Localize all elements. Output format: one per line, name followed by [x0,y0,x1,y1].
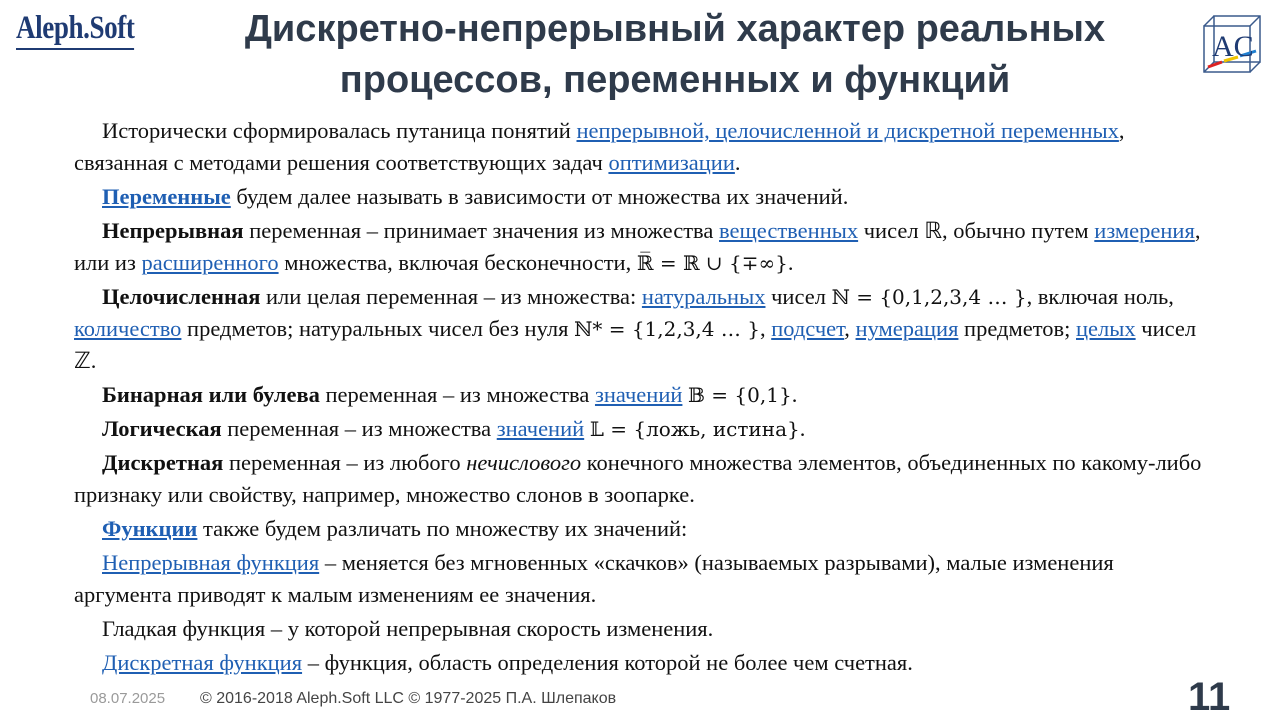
math-naturals-nonzero: ℕ* = {1,2,3,4 … } [574,317,760,341]
paragraph-discrete-function [74,647,1204,679]
link-values-logical[interactable]: значений [496,416,585,441]
link-optimization[interactable]: оптимизации [608,150,735,175]
paragraph-continuous [74,215,1204,279]
math-extended-reals: ℝ̅ = ℝ ∪ {∓∞} [636,251,788,275]
text: чисел ℤ. [74,316,1197,373]
term-discrete: Дискретная [102,450,224,475]
title-line-1: Дискретно-непрерывный характер реальных [244,8,1106,50]
link-values-binary[interactable]: значений [594,382,683,407]
link-variable-types[interactable]: непрерывной, целочисленной и дискретной переменных [576,118,1119,143]
link-extended[interactable]: расширенного [141,250,279,275]
ac-cube-logo [1200,12,1264,76]
paragraph-integer [74,281,1204,377]
text: – функция, область определения которой не более чем счетная. [302,650,913,675]
math-logical-set: 𝕃 = {ложь, истина} [589,417,800,441]
text: , или из [74,218,1201,275]
paragraph-discrete [74,447,1204,511]
link-variables[interactable]: Переменные [102,184,231,209]
link-real[interactable]: вещественных [719,218,859,243]
footer-date: 08.07.2025 [90,690,166,707]
text: . [734,150,741,175]
text: чисел ℝ, обычно путем [858,218,1095,243]
paragraph-functions [74,513,1204,545]
text: . [787,250,794,275]
slide-body [74,115,1204,679]
text: Исторически сформировалась путаница понятий [102,118,577,143]
text: предметов; [958,316,1076,341]
math-naturals: ℕ = {0,1,2,3,4 … } [831,285,1027,309]
text: переменная – из любого [223,450,467,475]
paragraph-smooth-function [74,613,1204,645]
term-nonnumeric: нечислового [466,450,582,475]
text: переменная – принимает значения из множества [243,218,719,243]
text: конечного множества элементов, объединенных по какому-либо признаку или свойству, например, множество слонов в зоопарке. [74,450,1202,507]
title-line-2: процессов, переменных и функций [339,59,1011,101]
math-boolean-set: 𝔹 = {0,1} [688,383,792,407]
text: чисел [765,284,832,309]
text: . [799,416,806,441]
text: – меняется без мгновенных «скачков» (называемых разрывами), малые изменения аргумента приводят к малым изменениям ее значения. [74,550,1114,607]
text: , [844,316,856,341]
page-number: 11 [1188,675,1231,719]
text: . [791,382,798,407]
text: или целая переменная – из множества: [260,284,642,309]
link-functions[interactable]: Функции [102,516,198,541]
paragraph-logical [74,413,1204,445]
text: , связанная с методами решения соответствующих задач [74,118,1125,175]
text: переменная – из множества [221,416,497,441]
term-binary: Бинарная или булева [102,382,320,407]
term-logical: Логическая [102,416,222,441]
link-continuous-function[interactable]: Непрерывная функция [102,550,320,575]
paragraph-variables [74,181,1204,213]
link-numbering[interactable]: нумерация [855,316,959,341]
text: , [759,316,772,341]
link-counting[interactable]: подсчет [771,316,845,341]
link-quantity[interactable]: количество [74,316,182,341]
term-continuous: Непрерывная [102,218,244,243]
text: предметов; натуральных чисел без нуля [181,316,575,341]
text: , включая ноль, [1026,284,1174,309]
paragraph-continuous-function [74,547,1204,611]
text: будем далее называть в зависимости от множества их значений. [230,184,849,209]
link-discrete-function[interactable]: Дискретная функция [102,650,303,675]
link-measurement[interactable]: измерения [1094,218,1195,243]
text: множества, включая бесконечности, [278,250,637,275]
text: переменная – из множества [319,382,595,407]
text: Гладкая функция – у которой непрерывная скорость изменения. [102,616,714,641]
footer-copyright: © 2016-2018 Aleph.Soft LLC © 1977-2025 П.А. Шлепаков [200,690,617,707]
link-integers[interactable]: целых [1076,316,1136,341]
paragraph-confusion [74,115,1204,179]
slide-title [150,4,1200,106]
logo-aleph-soft: Aleph.Soft [16,8,134,50]
svg-text:AC: AC [1212,30,1254,63]
term-integer: Целочисленная [102,284,261,309]
paragraph-binary [74,379,1204,411]
link-natural[interactable]: натуральных [641,284,766,309]
text: также будем различать по множеству их значений: [197,516,688,541]
